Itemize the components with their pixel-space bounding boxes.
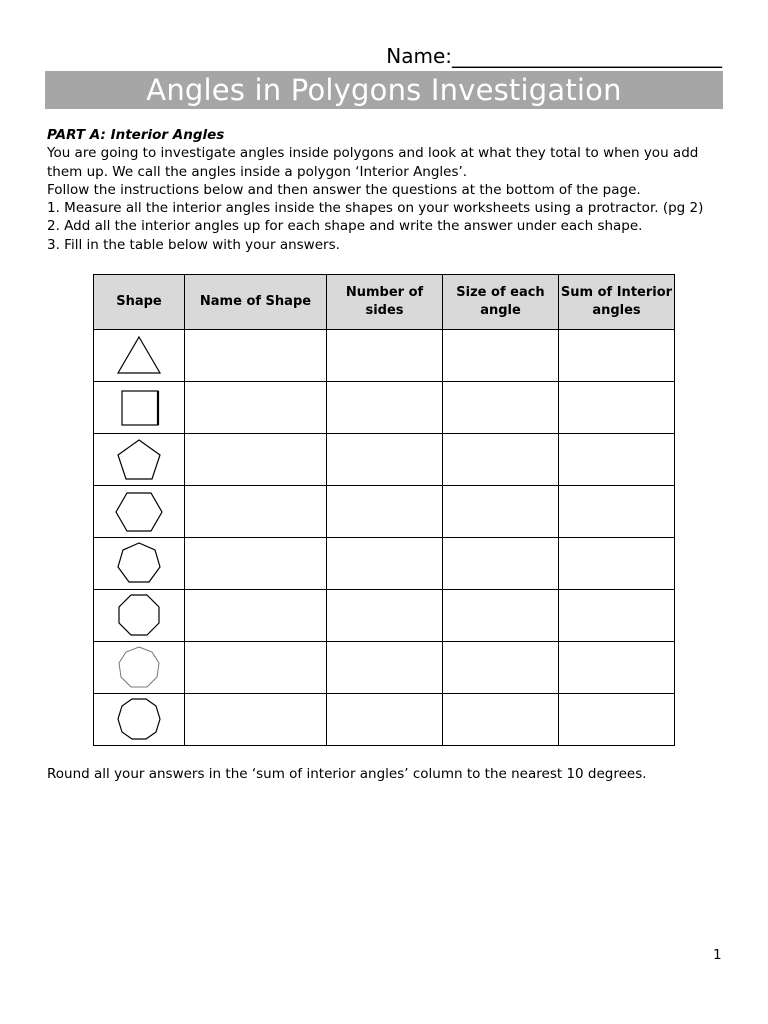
instructions-section (47, 126, 737, 254)
shape-cell (94, 694, 185, 746)
shape-cell (94, 590, 185, 642)
size-of-each-angle-cell[interactable] (443, 382, 559, 434)
nonagon-icon (114, 644, 164, 692)
number-of-sides-cell[interactable] (327, 694, 443, 746)
name-of-shape-cell[interactable] (185, 330, 327, 382)
number-of-sides-cell[interactable] (327, 486, 443, 538)
number-of-sides-cell[interactable] (327, 538, 443, 590)
triangle-icon (114, 333, 164, 379)
table-row (94, 538, 675, 590)
table-row (94, 330, 675, 382)
sum-of-interior-angles-cell[interactable] (559, 642, 675, 694)
part-title: PART A: Interior Angles (47, 127, 225, 143)
shape-cell (94, 382, 185, 434)
header-name-of-shape: Name of Shape (185, 275, 327, 330)
number-of-sides-cell[interactable] (327, 590, 443, 642)
polygon-table (93, 274, 675, 746)
hexagon-icon (113, 489, 165, 535)
table-row (94, 642, 675, 694)
table-header-row (94, 275, 675, 330)
header-number-of-sides: Number of sides (327, 275, 443, 330)
name-of-shape-cell[interactable] (185, 642, 327, 694)
size-of-each-angle-cell[interactable] (443, 642, 559, 694)
name-of-shape-cell[interactable] (185, 694, 327, 746)
header-sum-of-interior-angles: Sum of Interior angles (559, 275, 675, 330)
instruction-step-2: 2. Add all the interior angles up for each shape and write the answer under each shape. (47, 218, 643, 235)
header-size-of-each-angle: Size of each angle (443, 275, 559, 330)
octagon-icon (114, 592, 164, 640)
number-of-sides-cell[interactable] (327, 382, 443, 434)
sum-of-interior-angles-cell[interactable] (559, 694, 675, 746)
number-of-sides-cell[interactable] (327, 434, 443, 486)
page-number: 1 (713, 947, 722, 963)
square-icon (116, 385, 162, 431)
number-of-sides-cell[interactable] (327, 330, 443, 382)
instruction-step-1: 1. Measure all the interior angles inside the shapes on your worksheets using a protractor. (pg 2) (47, 200, 704, 217)
shape-cell (94, 486, 185, 538)
sum-of-interior-angles-cell[interactable] (559, 434, 675, 486)
name-field-label: Name:___________________________ (386, 44, 722, 68)
table-row (94, 694, 675, 746)
name-of-shape-cell[interactable] (185, 538, 327, 590)
intro-line: You are going to investigate angles inside polygons and look at what they total to when you add them up. We call the angles inside a polygon ‘Interior Angles’. (47, 145, 699, 180)
header-shape: Shape (94, 275, 185, 330)
heptagon-icon (114, 540, 164, 588)
number-of-sides-cell[interactable] (327, 642, 443, 694)
name-of-shape-cell[interactable] (185, 434, 327, 486)
size-of-each-angle-cell[interactable] (443, 590, 559, 642)
name-of-shape-cell[interactable] (185, 486, 327, 538)
intro-line: Follow the instructions below and then answer the questions at the bottom of the page. (47, 181, 641, 198)
size-of-each-angle-cell[interactable] (443, 434, 559, 486)
sum-of-interior-angles-cell[interactable] (559, 382, 675, 434)
pentagon-icon (114, 437, 164, 483)
instruction-step-3: 3. Fill in the table below with your answers. (47, 236, 340, 253)
size-of-each-angle-cell[interactable] (443, 486, 559, 538)
title-banner (45, 71, 723, 109)
size-of-each-angle-cell[interactable] (443, 694, 559, 746)
name-of-shape-cell[interactable] (185, 382, 327, 434)
sum-of-interior-angles-cell[interactable] (559, 486, 675, 538)
shape-cell (94, 538, 185, 590)
page-title: Angles in Polygons Investigation (146, 73, 622, 107)
name-of-shape-cell[interactable] (185, 590, 327, 642)
shape-cell (94, 330, 185, 382)
size-of-each-angle-cell[interactable] (443, 538, 559, 590)
table-row (94, 590, 675, 642)
sum-of-interior-angles-cell[interactable] (559, 330, 675, 382)
sum-of-interior-angles-cell[interactable] (559, 590, 675, 642)
size-of-each-angle-cell[interactable] (443, 330, 559, 382)
rounding-note: Round all your answers in the ‘sum of interior angles’ column to the nearest 10 degrees. (47, 766, 647, 782)
table-row (94, 486, 675, 538)
decagon-icon (114, 696, 164, 744)
sum-of-interior-angles-cell[interactable] (559, 538, 675, 590)
shape-cell (94, 642, 185, 694)
shape-cell (94, 434, 185, 486)
table-row (94, 434, 675, 486)
table-row (94, 382, 675, 434)
